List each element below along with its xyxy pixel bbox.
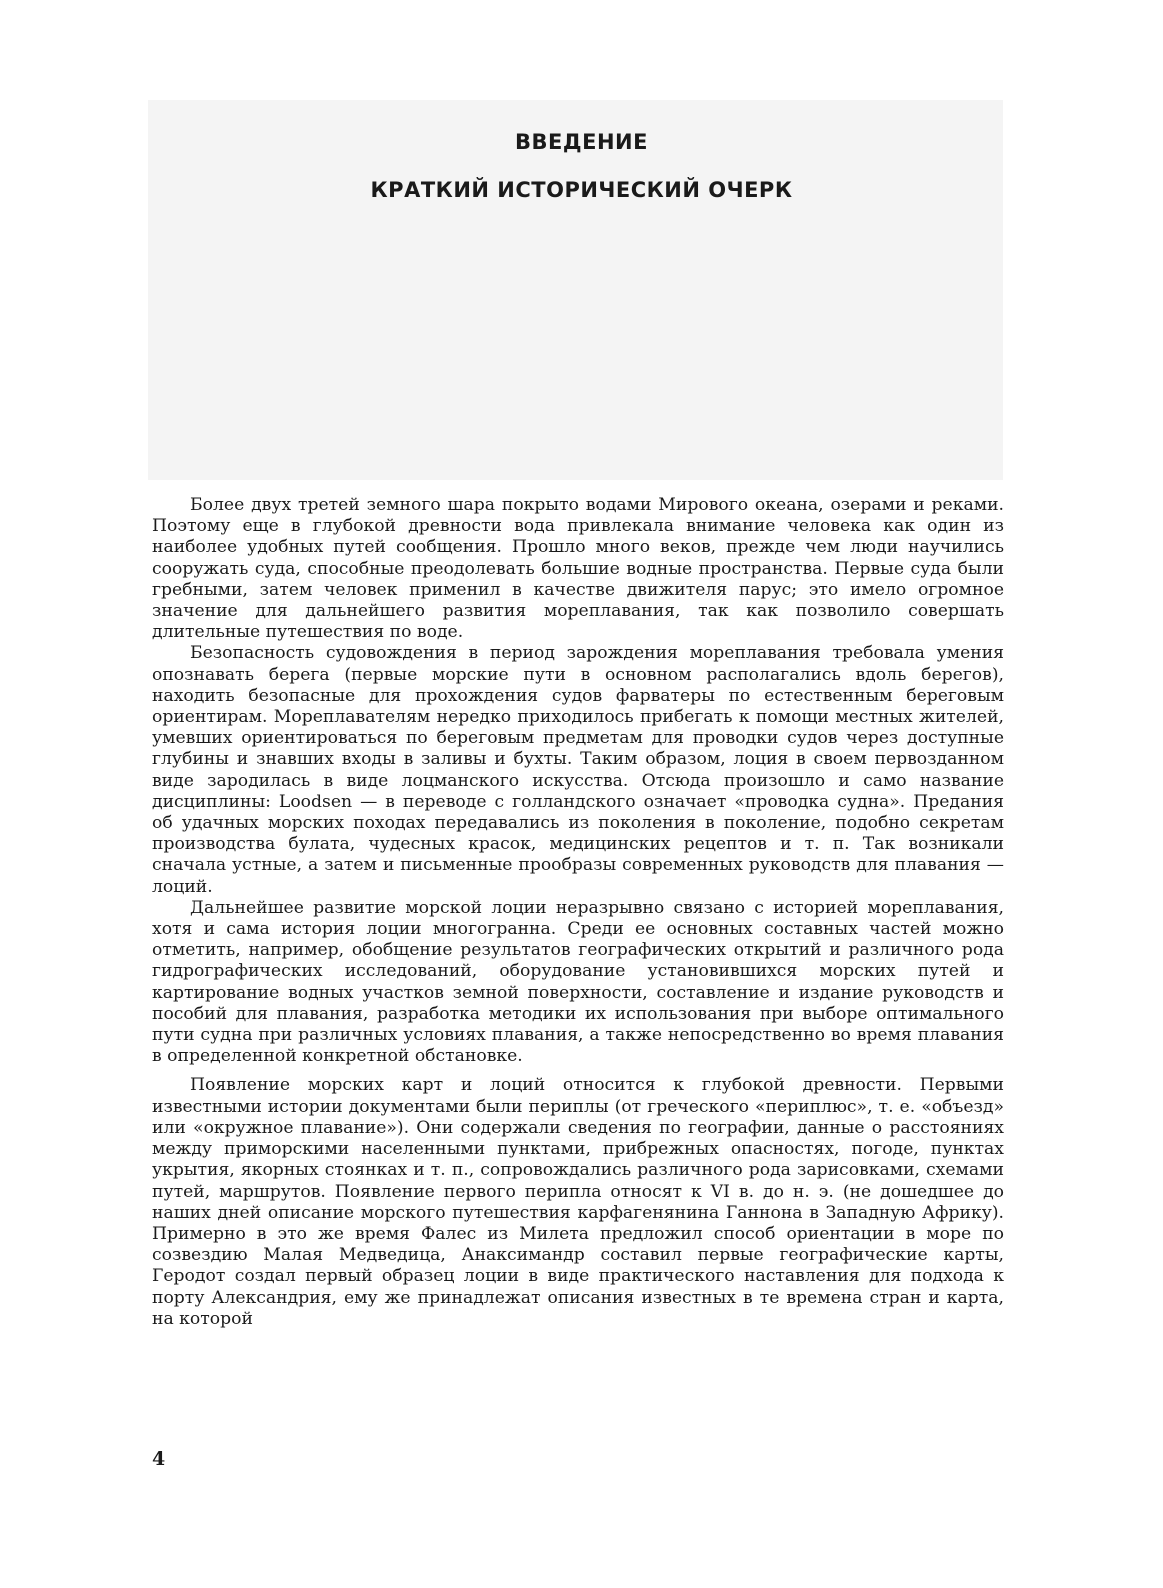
chapter-title: ВВЕДЕНИЕ: [515, 130, 648, 154]
paragraph-3: Дальнейшее развитие морской лоции неразрывно связано с историей мореплавания, хотя и сама история лоции многогранна. Среди ее основных составных частей можно отметить, например, обобщение результатов географических открытий и различного рода гидрографических исследований, оборудование установившихся морских путей и картирование водных участков земной поверхности, составление и издание руководств и пособий для плавания, разработка методики их использования при выборе оптимального пути судна при различных условиях плавания, а также непосредственно во время плавания в определенной конкретной обстановке.: [152, 897, 1004, 1067]
paragraph-4: Появление морских карт и лоций относится к глубокой древности. Первыми известными истории документами были периплы (от греческого «периплюс», т. е. «объезд» или «окружное плавание»). Они содержали сведения по географии, данные о расстояниях между приморскими населенными пунктами, прибрежных опасностях, погоде, пунктах укрытия, якорных стоянках и т. п., сопровождались различного рода зарисовками, схемами путей, маршрутов. Появление первого перипла относят к VI в. до н. э. (не дошедшее до наших дней описание морского путешествия карфагенянина Ганнона в Западную Африку). Примерно в это же время Фалес из Милета предложил способ ориентации в море по созвездию Малая Медведица, Анаксимандр составил первые географические карты, Геродот создал первый образец лоции в виде практического наставления для подхода к порту Александрия, ему же принадлежат описания известных в те времена стран и карта, на которой: [152, 1075, 1004, 1329]
section-title: КРАТКИЙ ИСТОРИЧЕСКИЙ ОЧЕРК: [370, 178, 793, 202]
paragraph-1: Более двух третей земного шара покрыто водами Мирового океана, озерами и реками. Поэтому еще в глубокой древности вода привлекала внимание человека как один из наиболее удобных путей сообщения. Прошло много веков, прежде чем люди научились сооружать суда, способные преодолевать большие водные пространства. Первые суда были гребными, затем человек применил в качестве движителя парус; это имело огромное значение для дальнейшего развития мореплавания, так как позволило совершать длительные путешествия по воде.: [152, 495, 1004, 643]
page-number: 4: [152, 1448, 166, 1470]
paragraph-2: Безопасность судовождения в период зарождения мореплавания требовала умения опознавать берега (первые морские пути в основном располагались вдоль берегов), находить безопасные для прохождения судов фарватеры по естественным береговым ориентирам. Мореплавателям нередко приходилось прибегать к помощи местных жителей, умевших ориентироваться по береговым предметам для проводки судов через доступные глубины и знавших входы в заливы и бухты. Таким образом, лоция в своем первозданном виде зародилась в виде лоцманского искусства. Отсюда произошло и само название дисциплины: Loodsen — в переводе с голландского означает «проводка судна». Предания об удачных морских походах передавались из поколения в поколение, подобно секретам производства булата, чудесных красок, медицинских рецептов и т. п. Так возникали сначала устные, а затем и письменные прообразы современных руководств для плавания — лоций.: [152, 643, 1004, 897]
body-text: [152, 495, 1004, 1330]
scan-tint-area: [148, 100, 1003, 480]
